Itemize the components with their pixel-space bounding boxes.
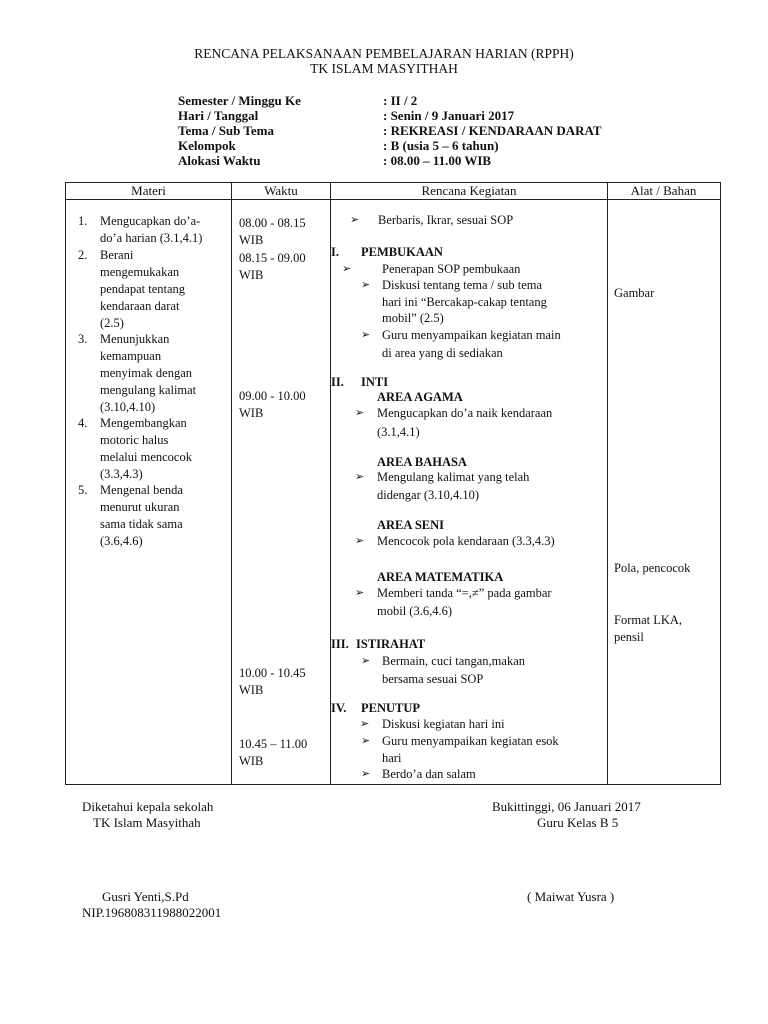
waktu-line: 09.00 - 10.00 <box>239 389 306 403</box>
materi-line: Menunjukkan <box>100 332 170 346</box>
arrow-bullet-icon: ➢ <box>342 263 352 275</box>
materi-line: mengemukakan <box>100 265 180 279</box>
column-header-materi: Materi <box>131 183 166 198</box>
waktu-line: 08.00 - 08.15 <box>239 216 306 230</box>
waktu-line: 10.00 - 10.45 <box>239 666 306 680</box>
arrow-bullet-icon: ➢ <box>360 718 370 730</box>
waktu-line: WIB <box>239 683 264 697</box>
kegiatan-item-cont: di area yang di sediakan <box>382 346 503 360</box>
info-value-date: : Senin / 9 Januari 2017 <box>383 108 515 123</box>
area-title-bahasa: AREA BAHASA <box>377 455 467 469</box>
info-label-group: Kelompok <box>178 138 236 153</box>
materi-line: pendapat tentang <box>100 282 186 296</box>
materi-line: melalui mencocok <box>100 450 192 464</box>
kegiatan-item: Mencocok pola kendaraan (3.3,4.3) <box>377 534 555 548</box>
materi-line: do’a harian (3.1,4.1) <box>100 231 203 245</box>
kegiatan-item: Diskusi kegiatan hari ini <box>382 717 505 731</box>
materi-number: 4. <box>78 416 88 430</box>
info-label-time: Alokasi Waktu <box>178 153 261 168</box>
materi-number: 1. <box>78 214 88 228</box>
section-number: II. <box>331 375 344 389</box>
section-number: I. <box>331 245 339 259</box>
section-number: III. <box>331 637 349 651</box>
column-divider <box>607 182 608 784</box>
arrow-bullet-icon: ➢ <box>361 768 371 780</box>
signature-left-name: Gusri Yenti,S.Pd <box>102 889 189 904</box>
materi-line: (3.10,4.10) <box>100 400 156 414</box>
waktu-line: 08.15 - 09.00 <box>239 251 306 265</box>
section-number: IV. <box>331 701 347 715</box>
arrow-bullet-icon: ➢ <box>361 329 371 341</box>
column-header-waktu: Waktu <box>264 183 298 198</box>
info-value-time: : 08.00 – 11.00 WIB <box>383 153 492 168</box>
area-title-seni: AREA SENI <box>377 518 445 532</box>
info-value-semester: : II / 2 <box>383 93 418 108</box>
info-value-theme: : REKREASI / KENDARAAN DARAT <box>383 123 602 138</box>
signature-left-nip: NIP.196808311988022001 <box>82 905 222 920</box>
materi-line: sama tidak sama <box>100 517 183 531</box>
arrow-bullet-icon: ➢ <box>361 279 371 291</box>
materi-line: (3.6,4.6) <box>100 534 143 548</box>
section-title-penutup: PENUTUP <box>361 701 421 715</box>
alat-item: Pola, pencocok <box>614 561 691 575</box>
school-name: TK ISLAM MASYITHAH <box>310 61 458 76</box>
kegiatan-item: Bermain, cuci tangan,makan <box>382 654 525 668</box>
table-header-divider <box>65 199 720 200</box>
column-header-kegiatan: Rencana Kegiatan <box>421 183 517 198</box>
document-title: RENCANA PELAKSANAAN PEMBELAJARAN HARIAN (RPPH) <box>194 46 574 61</box>
materi-line: motoric halus <box>100 433 169 447</box>
materi-number: 5. <box>78 483 88 497</box>
section-title-pembukaan: PEMBUKAAN <box>361 245 443 259</box>
signature-left-school: TK Islam Masyithah <box>93 815 201 830</box>
arrow-bullet-icon: ➢ <box>355 407 365 419</box>
arrow-bullet-icon: ➢ <box>355 587 365 599</box>
kegiatan-item: Berbaris, Ikrar, sesuai SOP <box>378 213 514 227</box>
materi-line: menyimak dengan <box>100 366 192 380</box>
materi-line: Mengenal benda <box>100 483 183 497</box>
materi-number: 3. <box>78 332 88 346</box>
arrow-bullet-icon: ➢ <box>355 535 365 547</box>
signature-right-title: Guru Kelas B 5 <box>537 815 619 830</box>
arrow-bullet-icon: ➢ <box>361 735 371 747</box>
kegiatan-item: Penerapan SOP pembukaan <box>382 262 521 276</box>
signature-left-title: Diketahui kepala sekolah <box>82 799 214 814</box>
info-label-theme: Tema / Sub Tema <box>178 123 274 138</box>
info-label-date: Hari / Tanggal <box>178 108 259 123</box>
section-title-istirahat: ISTIRAHAT <box>356 637 426 651</box>
materi-line: (3.3,4.3) <box>100 467 143 481</box>
kegiatan-item: Memberi tanda “=,≠” pada gambar <box>377 586 552 600</box>
waktu-line: WIB <box>239 754 264 768</box>
waktu-line: WIB <box>239 406 264 420</box>
kegiatan-item-cont: mobil” (2.5) <box>382 311 444 325</box>
column-header-alat: Alat / Bahan <box>630 183 697 198</box>
materi-line: Mengucapkan do’a- <box>100 214 201 228</box>
waktu-line: 10.45 – 11.00 <box>239 737 308 751</box>
materi-line: (2.5) <box>100 316 124 330</box>
section-title-inti: INTI <box>361 375 389 389</box>
column-divider <box>231 182 232 784</box>
materi-line: kemampuan <box>100 349 162 363</box>
arrow-bullet-icon: ➢ <box>361 655 371 667</box>
kegiatan-item: Guru menyampaikan kegiatan main <box>382 328 561 342</box>
kegiatan-item: Mengucapkan do’a naik kendaraan <box>377 406 553 420</box>
materi-line: Berani <box>100 248 134 262</box>
kegiatan-item-cont: didengar (3.10,4.10) <box>377 488 480 502</box>
column-divider <box>330 182 331 784</box>
kegiatan-item-cont: hari <box>382 751 402 765</box>
materi-line: Mengembangkan <box>100 416 187 430</box>
info-label-semester: Semester / Minggu Ke <box>178 93 301 108</box>
materi-line: mengulang kalimat <box>100 383 197 397</box>
signature-right-place-date: Bukittinggi, 06 Januari 2017 <box>492 799 641 814</box>
kegiatan-item-cont: (3.1,4.1) <box>377 425 420 439</box>
kegiatan-item-cont: mobil (3.6,4.6) <box>377 604 452 618</box>
arrow-bullet-icon: ➢ <box>355 471 365 483</box>
kegiatan-item: Berdo’a dan salam <box>382 767 476 781</box>
materi-line: kendaraan darat <box>100 299 180 313</box>
kegiatan-item: Diskusi tentang tema / sub tema <box>382 278 543 292</box>
alat-item-cont: pensil <box>614 630 644 644</box>
waktu-line: WIB <box>239 233 264 247</box>
kegiatan-item: Guru menyampaikan kegiatan esok <box>382 734 559 748</box>
kegiatan-item: Mengulang kalimat yang telah <box>377 470 530 484</box>
alat-item: Format LKA, <box>614 613 683 627</box>
materi-line: menurut ukuran <box>100 500 180 514</box>
kegiatan-item-cont: bersama sesuai SOP <box>382 672 484 686</box>
kegiatan-item-cont: hari ini “Bercakap-cakap tentang <box>382 295 547 309</box>
alat-item: Gambar <box>614 286 655 300</box>
waktu-line: WIB <box>239 268 264 282</box>
signature-right-name: ( Maiwat Yusra ) <box>527 889 615 904</box>
arrow-bullet-icon: ➢ <box>350 214 360 226</box>
area-title-agama: AREA AGAMA <box>377 390 463 404</box>
materi-number: 2. <box>78 248 88 262</box>
info-value-group: : B (usia 5 – 6 tahun) <box>383 138 499 153</box>
area-title-matematika: AREA MATEMATIKA <box>377 570 504 584</box>
